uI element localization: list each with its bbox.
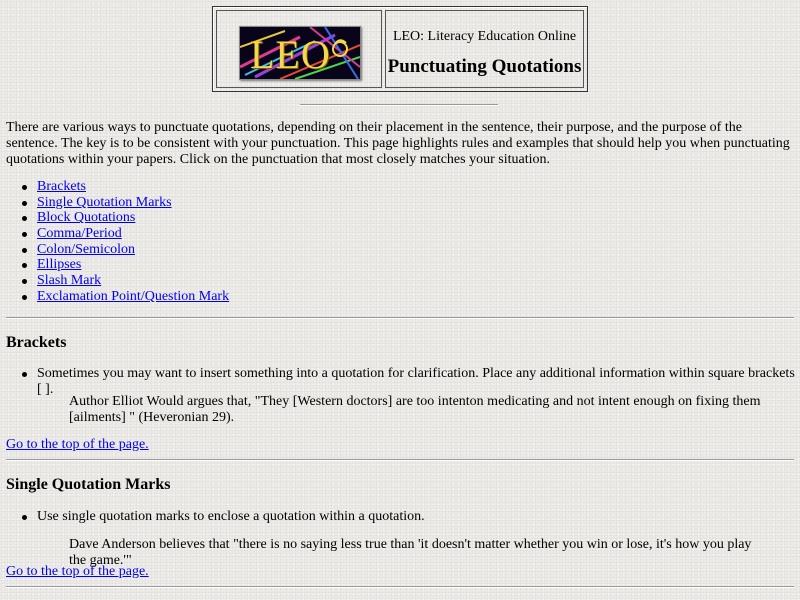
toc-link-slash-mark[interactable]: Slash Mark bbox=[37, 273, 102, 289]
rule-text: Sometimes you may want to insert something into a quotation for clarification. Place any additional information within square brackets [ ]. bbox=[0, 366, 800, 398]
rule-list bbox=[0, 509, 425, 525]
toc-item bbox=[0, 242, 229, 258]
title-cell bbox=[385, 10, 584, 88]
example-quote: Dave Anderson believes that "there is no saying less true than 'it doesn't matter whether you win or lose, it's how you play the game.'" bbox=[69, 537, 752, 568]
top-of-page-link[interactable]: Go to the top of the page. bbox=[6, 564, 149, 579]
logo-cell bbox=[216, 10, 382, 88]
toc-item bbox=[0, 195, 229, 211]
toc-link-ellipses[interactable]: Ellipses bbox=[37, 257, 82, 273]
example-quote: Author Elliot Would argues that, "They [Western doctors] are too intenton medicating and not intent enough on fixing them [ailments] " (Heveronian 29). bbox=[69, 394, 761, 425]
toc-item bbox=[0, 226, 229, 242]
header-table bbox=[212, 6, 588, 92]
toc-link-exclamation-question[interactable]: Exclamation Point/Question Mark bbox=[37, 288, 230, 304]
toc-item bbox=[0, 179, 229, 195]
rule-text: Use single quotation marks to enclose a quotation within a quotation. bbox=[0, 509, 425, 525]
toc-item bbox=[0, 257, 229, 273]
divider bbox=[6, 586, 794, 588]
logo-text: LEO bbox=[250, 32, 331, 77]
toc-item bbox=[0, 273, 229, 289]
org-name: LEO: Literacy Education Online bbox=[392, 29, 577, 44]
divider bbox=[6, 317, 794, 319]
section-heading-brackets: Brackets bbox=[6, 334, 67, 351]
toc-link-comma-period[interactable]: Comma/Period bbox=[37, 226, 122, 242]
toc-link-single-quotation-marks[interactable]: Single Quotation Marks bbox=[37, 194, 172, 210]
toc-item bbox=[0, 289, 229, 305]
toc-item bbox=[0, 210, 229, 226]
toc-link-block-quotations[interactable]: Block Quotations bbox=[37, 210, 136, 226]
section-heading-single-quotation-marks: Single Quotation Marks bbox=[6, 476, 171, 493]
divider-short bbox=[300, 104, 498, 106]
top-of-page-link[interactable]: Go to the top of the page. bbox=[6, 437, 149, 452]
intro-paragraph: There are various ways to punctuate quotations, depending on their placement in the sentence, their purpose, and the purpose of the sentence. The key is to be consistent with your punctuation. This page highlights rules and examples that should help you when punctuating quotations within your papers. Click on the punctuation that most closely matches your situation. bbox=[6, 120, 790, 167]
toc-link-colon-semicolon[interactable]: Colon/Semicolon bbox=[37, 241, 135, 257]
page-title: Punctuating Quotations bbox=[387, 56, 582, 77]
leo-logo[interactable] bbox=[239, 26, 361, 80]
toc-list bbox=[0, 179, 229, 305]
toc-link-brackets[interactable]: Brackets bbox=[37, 179, 86, 194]
divider bbox=[6, 459, 794, 461]
